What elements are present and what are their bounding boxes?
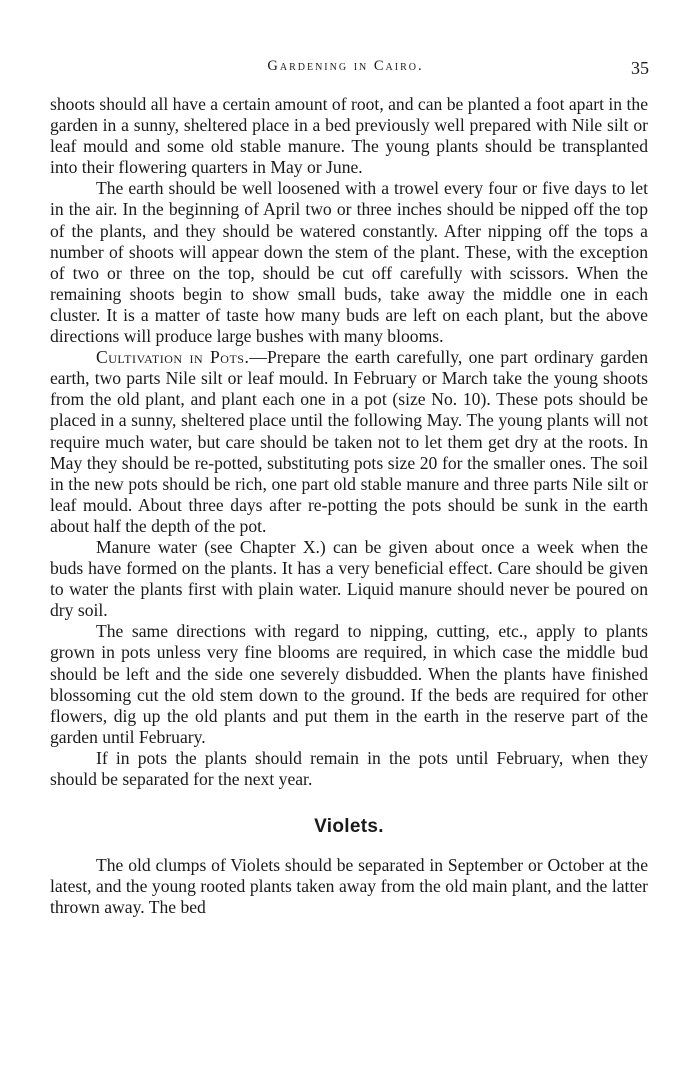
paragraph-text: —Prepare the earth carefully, one part ordinary garden earth, two parts Nile silt or leaf mould. In February or March take the young shoots from the old plant, and plant each one in a pot (size No. 10). These pots should be placed in a sunny, sheltered place until the following May. The young plants will not require much water, but care should be taken not to let them get dry at the roots. In May they should be re-potted, substituting pots size 20 for the smaller ones. The soil in the new pots should be rich, one part old stable manure and three parts Nile silt or leaf mould. About three days after re-potting the pots should be sunk in the earth about half the depth of the pot. xyxy=(50,347,648,536)
running-title: Gardening in Cairo. xyxy=(267,58,424,74)
body-text xyxy=(50,94,648,918)
paragraph-continuation: shoots should all have a certain amount of root, and can be planted a foot apart in the garden in a sunny, sheltered place in a bed previously well prepared with Nile silt or leaf mould and some old stable manure. The young plants should be transplanted into their flowering quarters in May or June. xyxy=(50,94,648,178)
paragraph-in-pots: If in pots the plants should remain in the pots until February, when they should be separated for the next year. xyxy=(50,747,648,789)
paragraph-cultivation-in-pots xyxy=(50,347,648,537)
paragraph-manure-water: Manure water (see Chapter X.) can be given about once a week when the buds have formed on the plants. It has a very beneficial effect. Care should be given to water the plants first with plain water. Liquid manure should never be poured on dry soil. xyxy=(50,536,648,621)
page-header xyxy=(0,56,691,86)
page-number: 35 xyxy=(631,58,649,78)
paragraph-violets: The old clumps of Violets should be separated in September or October at the latest, and the young rooted plants taken away from the old main plant, and the latter thrown away. The bed xyxy=(50,855,648,918)
run-in-heading: Cultivation in Pots. xyxy=(96,347,250,368)
section-heading: Violets. xyxy=(314,816,384,838)
paragraph-same-directions: The same directions with regard to nipping, cutting, etc., apply to plants grown in pots unless very fine blooms are required, in which case the middle bud should be left and the side one severely disbudded. When the plants have finished blossoming cut the old stem down to the ground. If the beds are required for other flowers, dig up the old plants and put them in the earth in the reserve part of the garden until February. xyxy=(50,621,648,747)
paragraph-loosening: The earth should be well loosened with a trowel every four or five days to let in the air. In the beginning of April two or three inches should be nipped off the top of the plants, and they should be watered constantly. After nipping off the tops a number of shoots will appear down the stem of the plant. These, with the exception of two or three on the top, should be cut off carefully with scissors. When the remaining shoots begin to show small buds, take away the middle one in each cluster. It is a matter of taste how many buds are left on each plant, but the above directions will produce large bushes with many blooms. xyxy=(50,178,648,347)
